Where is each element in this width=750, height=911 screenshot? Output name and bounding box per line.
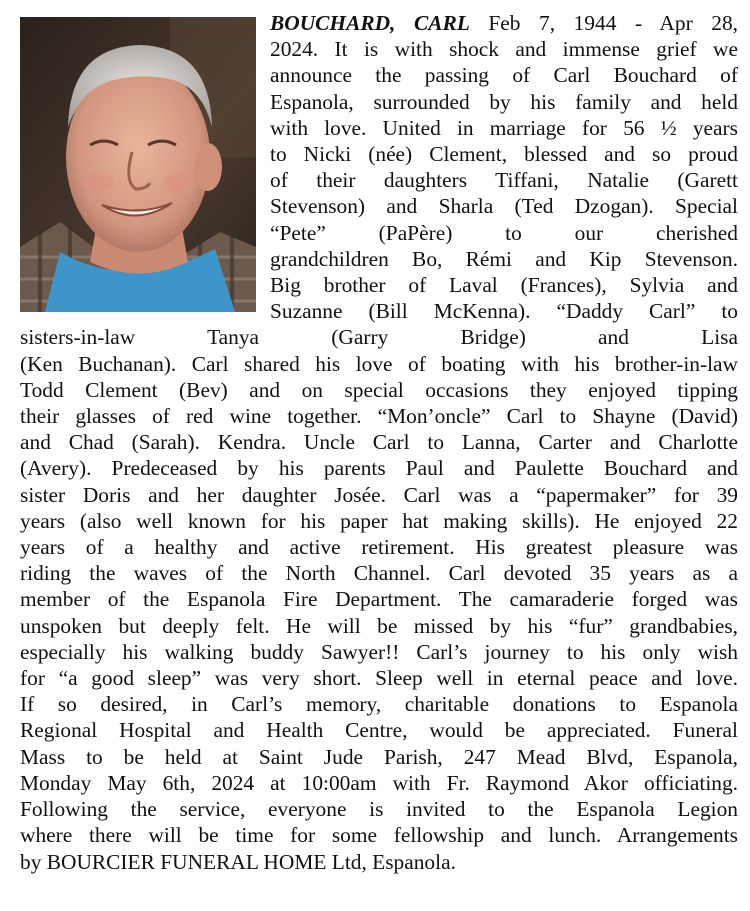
obituary-line: by BOURCIER FUNERAL HOME Ltd, Espanola.: [20, 849, 456, 874]
obituary-line: Suzanne (Bill McKenna). “Daddy Carl” to: [270, 299, 738, 324]
obituary-line: Monday May 6th, 2024 at 10:00am with Fr. Raymond Akor officiating.: [20, 770, 738, 795]
obituary-line: to Nicki (née) Clement, blessed and so proud: [270, 142, 738, 167]
obituary-line: announce the passing of Carl Bouchard of: [270, 63, 738, 88]
deceased-name: BOUCHARD, CARL: [270, 11, 470, 35]
portrait-photo: [20, 17, 256, 312]
obituary-line: (Avery). Predeceased by his parents Paul and Paulette Bouchard and: [20, 456, 738, 481]
obituary-line: Todd Clement (Bev) and on special occasions they enjoyed tipping: [20, 377, 738, 402]
obituary-line-1: [270, 10, 738, 36]
obituary-line: years of a healthy and active retirement. His greatest pleasure was: [20, 535, 738, 560]
obituary-line: (Ken Buchanan). Carl shared his love of boating with his brother-in-law: [20, 351, 738, 376]
obituary-line: and Chad (Sarah). Kendra. Uncle Carl to Lanna, Carter and Charlotte: [20, 430, 738, 455]
obituary-line: their glasses of red wine together. “Mon’oncle” Carl to Shayne (David): [20, 404, 738, 429]
obituary-line: Espanola, surrounded by his family and held: [270, 89, 738, 114]
obituary-line: member of the Espanola Fire Department. The camaraderie forged was: [20, 587, 738, 612]
obituary-line: grandchildren Bo, Rémi and Kip Stevenson.: [270, 246, 738, 271]
obituary-line: especially his walking buddy Sawyer!! Carl’s journey to his only wish: [20, 639, 738, 664]
obituary-notice: [20, 10, 738, 900]
obituary-line: “Pete” (PaPère) to our cherished: [270, 220, 738, 245]
obituary-line: with love. United in marriage for 56 ½ years: [270, 115, 738, 140]
obituary-line: sister Doris and her daughter Josée. Carl was a “papermaker” for 39: [20, 482, 738, 507]
obituary-line: years (also well known for his paper hat making skills). He enjoyed 22: [20, 508, 738, 533]
obituary-line: of their daughters Tiffani, Natalie (Garett: [270, 168, 738, 193]
obituary-line: Big brother of Laval (Frances), Sylvia and: [270, 273, 738, 298]
obituary-line: for “a good sleep” was very short. Sleep well in eternal peace and love.: [20, 666, 738, 691]
obituary-line: sisters-in-law Tanya (Garry Bridge) and Lisa: [20, 325, 738, 350]
obituary-line: 2024. It is with shock and immense grief we: [270, 37, 738, 62]
obituary-line: Stevenson) and Sharla (Ted Dzogan). Special: [270, 194, 738, 219]
obituary-line-1-text: Feb 7, 1944 - Apr 28,: [469, 11, 738, 35]
obituary-line: If so desired, in Carl’s memory, charitable donations to Espanola: [20, 692, 738, 717]
obituary-line: Following the service, everyone is invited to the Espanola Legion: [20, 797, 738, 822]
obituary-line: unspoken but deeply felt. He will be missed by his “fur” grandbabies,: [20, 613, 738, 638]
obituary-line: riding the waves of the North Channel. Carl devoted 35 years as a: [20, 561, 738, 586]
obituary-line: where there will be time for some fellowship and lunch. Arrangements: [20, 823, 738, 848]
obituary-line: Regional Hospital and Health Centre, would be appreciated. Funeral: [20, 718, 738, 743]
obituary-line: Mass to be held at Saint Jude Parish, 247 Mead Blvd, Espanola,: [20, 744, 738, 769]
